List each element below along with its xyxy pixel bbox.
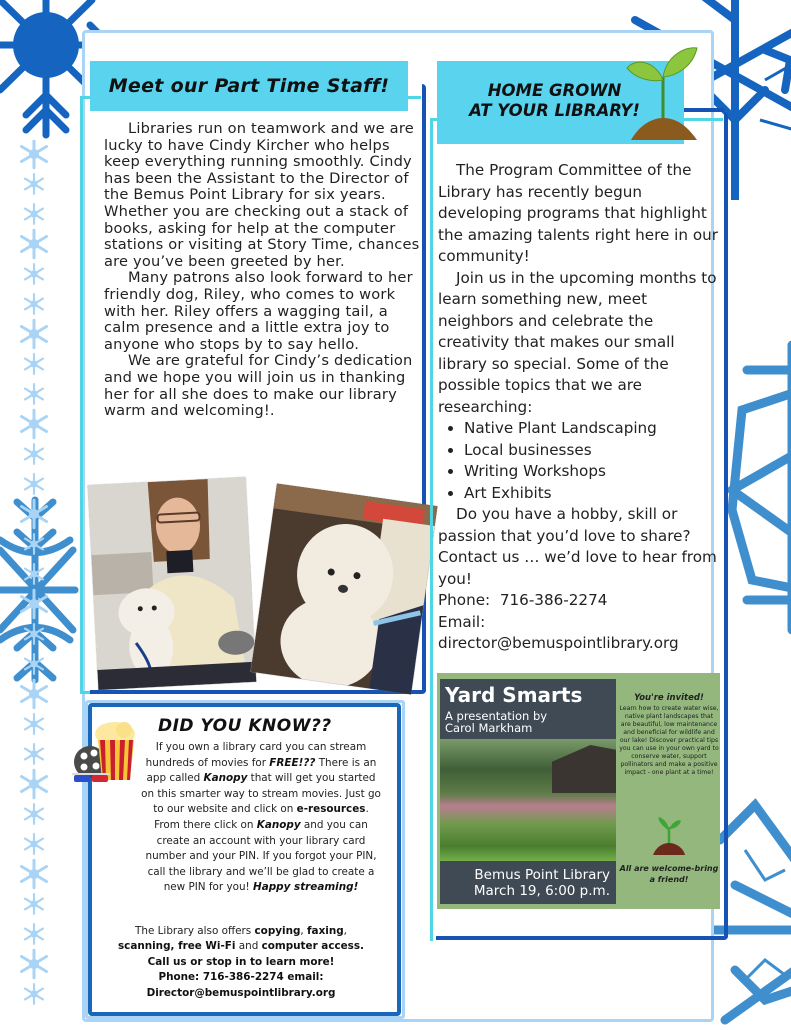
text-run: , xyxy=(343,925,347,937)
staff-paragraph: Many patrons also look forward to her friendly dog, Riley, who comes to work with her. Riley offers a wagging tail, a calm presence and a little extra joy to anyone who stops by to say hello. xyxy=(104,269,413,353)
kanopy-paragraph xyxy=(140,740,382,896)
small-snowflake-icon xyxy=(25,744,43,764)
small-snowflake-icon xyxy=(22,410,47,438)
contact-email[interactable]: Director@bemuspointlibrary.org xyxy=(146,986,336,999)
small-snowflake-icon xyxy=(22,140,47,168)
small-snowflake-icon xyxy=(25,264,43,284)
small-snowflake-icon xyxy=(25,804,43,824)
small-snowflake-icon xyxy=(25,564,43,584)
small-snowflake-icon xyxy=(22,770,47,798)
sprout-icon xyxy=(651,815,687,855)
small-snowflake-icon xyxy=(25,384,43,404)
small-snowflake-icon xyxy=(22,590,47,618)
topic-item: • Art Exhibits xyxy=(464,483,723,505)
small-snowflake-icon xyxy=(25,924,43,944)
staff-title: Meet our Part Time Staff! xyxy=(108,75,390,97)
service-copying: copying xyxy=(254,925,301,937)
topic-item: • Local businesses xyxy=(464,440,723,462)
kanopy-emphasis: Kanopy xyxy=(203,772,248,785)
small-snowflake-icon xyxy=(22,500,47,528)
small-snowflake-icon xyxy=(25,294,43,314)
small-snowflake-icon xyxy=(25,204,43,224)
small-snowflake-icon xyxy=(22,230,47,258)
topic-item: • Native Plant Landscaping xyxy=(464,418,723,440)
home-grown-title-line2: AT YOUR LIBRARY! xyxy=(469,101,640,120)
text-run: and xyxy=(235,940,262,953)
call-to-action: Call us or stop in to learn more! xyxy=(147,955,335,968)
home-grown-title-line1: HOME GROWN xyxy=(487,81,622,100)
home-grown-join: Join us in the upcoming months to learn something new, meet neighbors and celebrate the creativity that makes our small library so special. Some of the possible topics that we are researching: xyxy=(438,268,717,416)
flyer-event-info xyxy=(474,867,610,899)
small-snowflake-icon xyxy=(25,354,43,374)
kanopy-emphasis: Kanopy xyxy=(256,818,301,831)
topic-list xyxy=(438,418,723,504)
home-grown-ask: Do you have a hobby, skill or passion that you’d love to share? Contact us … we’d love to hear from you! xyxy=(438,505,717,588)
seedling-icon xyxy=(625,42,700,142)
small-snowflake-icon xyxy=(25,714,43,734)
staff-article xyxy=(104,121,420,420)
snowflake-border-column-icon xyxy=(18,140,50,1024)
text-run: that will get you started on this smarter way to stream movies. Just go to our website and click on xyxy=(141,772,381,816)
topic-item: • Writing Workshops xyxy=(464,461,723,483)
service-faxing: faxing xyxy=(307,925,344,937)
flyer-presenter: Carol Markham xyxy=(445,721,533,735)
flyer-invite: You're invited! xyxy=(634,693,704,703)
staff-photo-riley xyxy=(251,484,438,695)
text-run: There is an app called xyxy=(146,756,377,785)
home-grown-intro: The Program Committee of the Library has recently begun developing programs that highlight the amazing talents right here in our community! xyxy=(438,161,718,265)
flyer-description-panel xyxy=(619,693,719,884)
text-run: , xyxy=(300,925,308,937)
small-snowflake-icon xyxy=(25,534,43,554)
staff-paragraph: Libraries run on teamwork and we are lucky to have Cindy Kircher who helps keep everything running smoothly. Cindy has been the Assistant to the Director of the Bemus Point Library for six years. Whether you are checking out a stack of books, asking for help at the computer stations or visiting at Story Time, chances are you’ve been greeted by her. xyxy=(104,120,420,270)
staff-header-banner xyxy=(90,61,408,111)
services-paragraph xyxy=(100,924,382,1001)
small-snowflake-icon xyxy=(22,320,47,348)
yard-smarts-flyer xyxy=(437,673,720,909)
staff-paragraph: We are grateful for Cindy’s dedication and we hope you will join us in thanking her for all she does to make our library warm and welcoming!. xyxy=(104,352,413,420)
flyer-title: Yard Smarts xyxy=(445,683,583,707)
small-snowflake-icon xyxy=(22,680,47,708)
phone-label: Phone: xyxy=(438,591,491,609)
home-grown-article xyxy=(438,160,723,655)
snowflake-right-middle-icon xyxy=(722,330,791,650)
service-scanning-wifi: scanning, free Wi-Fi xyxy=(117,940,236,953)
small-snowflake-icon xyxy=(25,894,43,914)
small-snowflake-icon xyxy=(25,444,43,464)
happy-streaming: Happy streaming! xyxy=(253,881,359,894)
flyer-photo-panel xyxy=(440,679,616,904)
popcorn-movie-icon xyxy=(72,720,140,786)
text-run: If you own a library card you can stream hundreds of movies for xyxy=(145,741,367,769)
flyer-location: Bemus Point Library xyxy=(474,867,610,883)
flyer-welcome: All are welcome-bring a friend! xyxy=(619,864,719,884)
text-run: . From there click on xyxy=(154,803,369,831)
home-grown-phone xyxy=(438,590,723,612)
e-resources-link[interactable]: e-resources xyxy=(296,803,366,816)
phone-number[interactable]: 716-386-2274 xyxy=(499,591,608,609)
did-you-know-title: DID YOU KNOW?? xyxy=(158,716,332,736)
small-snowflake-icon xyxy=(22,950,47,978)
flyer-subtitle xyxy=(445,710,547,734)
small-snowflake-icon xyxy=(25,654,43,674)
text-run: and you can create an account with your library card number and your PIN. If you forgot your PIN, call the library and we’ll be glad to create a new PIN for you! xyxy=(145,818,377,894)
small-snowflake-icon xyxy=(25,984,43,1004)
flyer-subtitle-line1: A presentation by xyxy=(445,709,548,723)
email-label: Email: xyxy=(438,612,486,631)
small-snowflake-icon xyxy=(25,624,43,644)
email-link[interactable]: director@bemuspointlibrary.org xyxy=(438,634,679,652)
flyer-description: Learn how to create water wise, native plant landscapes that are beautiful, low maintenance and beneficial for wildlife and our lake! Discover practical tips you can use in your own yard to conserve water, support pollinators and make a positive impact - one plant at a time! xyxy=(619,705,719,776)
service-computer: computer access. xyxy=(261,940,365,953)
small-snowflake-icon xyxy=(22,860,47,888)
text-run: The Library also offers xyxy=(135,925,255,937)
contact-phone[interactable]: Phone: 716-386-2274 email: xyxy=(158,971,324,984)
small-snowflake-icon xyxy=(25,474,43,494)
flyer-datetime: March 19, 6:00 p.m. xyxy=(473,883,610,899)
free-emphasis: FREE!?? xyxy=(269,756,316,769)
small-snowflake-icon xyxy=(25,834,43,854)
small-snowflake-icon xyxy=(25,174,43,194)
staff-photo-cindy-with-riley xyxy=(88,477,257,690)
